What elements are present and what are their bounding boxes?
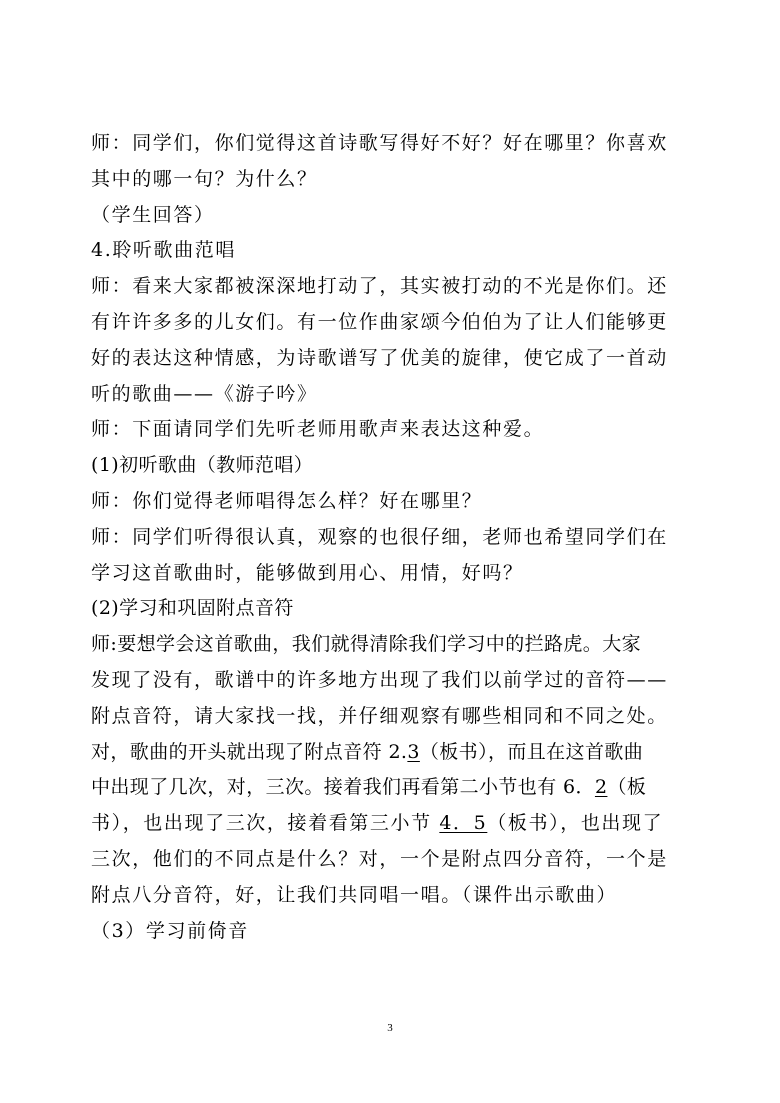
text-line: 附点音符，请大家找一找，并仔细观察有哪些相同和不同之处。 [91,704,668,727]
subsection-heading: (2)学习和巩固附点音符 [91,597,294,620]
text-line: 师：同学们听得很认真，观察的也很仔细，老师也希望同学们在 [91,525,668,548]
page-number: 3 [387,1022,393,1034]
subsection-heading: （3）学习前倚音 [91,919,249,942]
text-segment: （板书），而且在这首歌曲 [419,740,644,763]
text-line-notation [91,770,691,806]
text-line: 师：同学们，你们觉得这首诗歌写得好不好？好在哪里？你喜欢 [91,132,668,154]
underlined-note: 2 [594,776,608,799]
text-segment: 中出现了几次，对，三次。接着我们再看第二小节也有 6． [91,776,595,799]
body-text [91,126,691,949]
underlined-note: 3 [407,740,420,763]
text-line: 师：下面请同学们先听老师用歌声来表达这种爱。 [91,418,545,441]
text-line-notation [91,806,691,842]
text-line: 师：看来大家都被深深地打动了，其实被打动的不光是你们。还 [91,275,668,298]
text-line: 附点八分音符，好，让我们共同唱一唱。（课件出示歌曲） [91,883,618,906]
subsection-heading: (1)初听歌曲（教师范唱） [91,454,314,477]
text-line: 师：你们觉得老师唱得怎么样？好在哪里？ [91,489,483,512]
text-line: 其中的哪一句？为什么？ [91,167,318,190]
text-segment: 对，歌曲的开头就出现了附点音符 2. [91,740,408,763]
text-line: 有许许多多的儿女们。有一位作曲家颂今伯伯为了让人们能够更 [91,310,668,333]
text-line: （学生回答） [91,203,215,226]
text-line: 听的歌曲——《游子吟》 [91,382,318,405]
text-segment: 书），也出现了三次，接着看第三小节 [91,812,440,835]
text-segment: （板 [607,776,647,799]
text-segment: （板书），也出现了 [487,812,664,835]
section-heading: 4.聆听歌曲范唱 [91,239,236,262]
text-line: 师:要想学会这首歌曲，我们就得清除我们学习中的拦路虎。大家 [91,633,642,656]
text-line: 好的表达这种情感，为诗歌谱写了优美的旋律，使它成了一首动 [91,346,668,369]
text-line: 发现了没有，歌谱中的许多地方出现了我们以前学过的音符—— [91,668,668,691]
underlined-note: 4．5 [439,812,488,835]
text-line: 学习这首歌曲时，能够做到用心、用情，好吗？ [91,561,524,584]
text-line-notation [91,735,691,771]
text-line: 三次，他们的不同点是什么？对，一个是附点四分音符，一个是 [91,847,668,870]
